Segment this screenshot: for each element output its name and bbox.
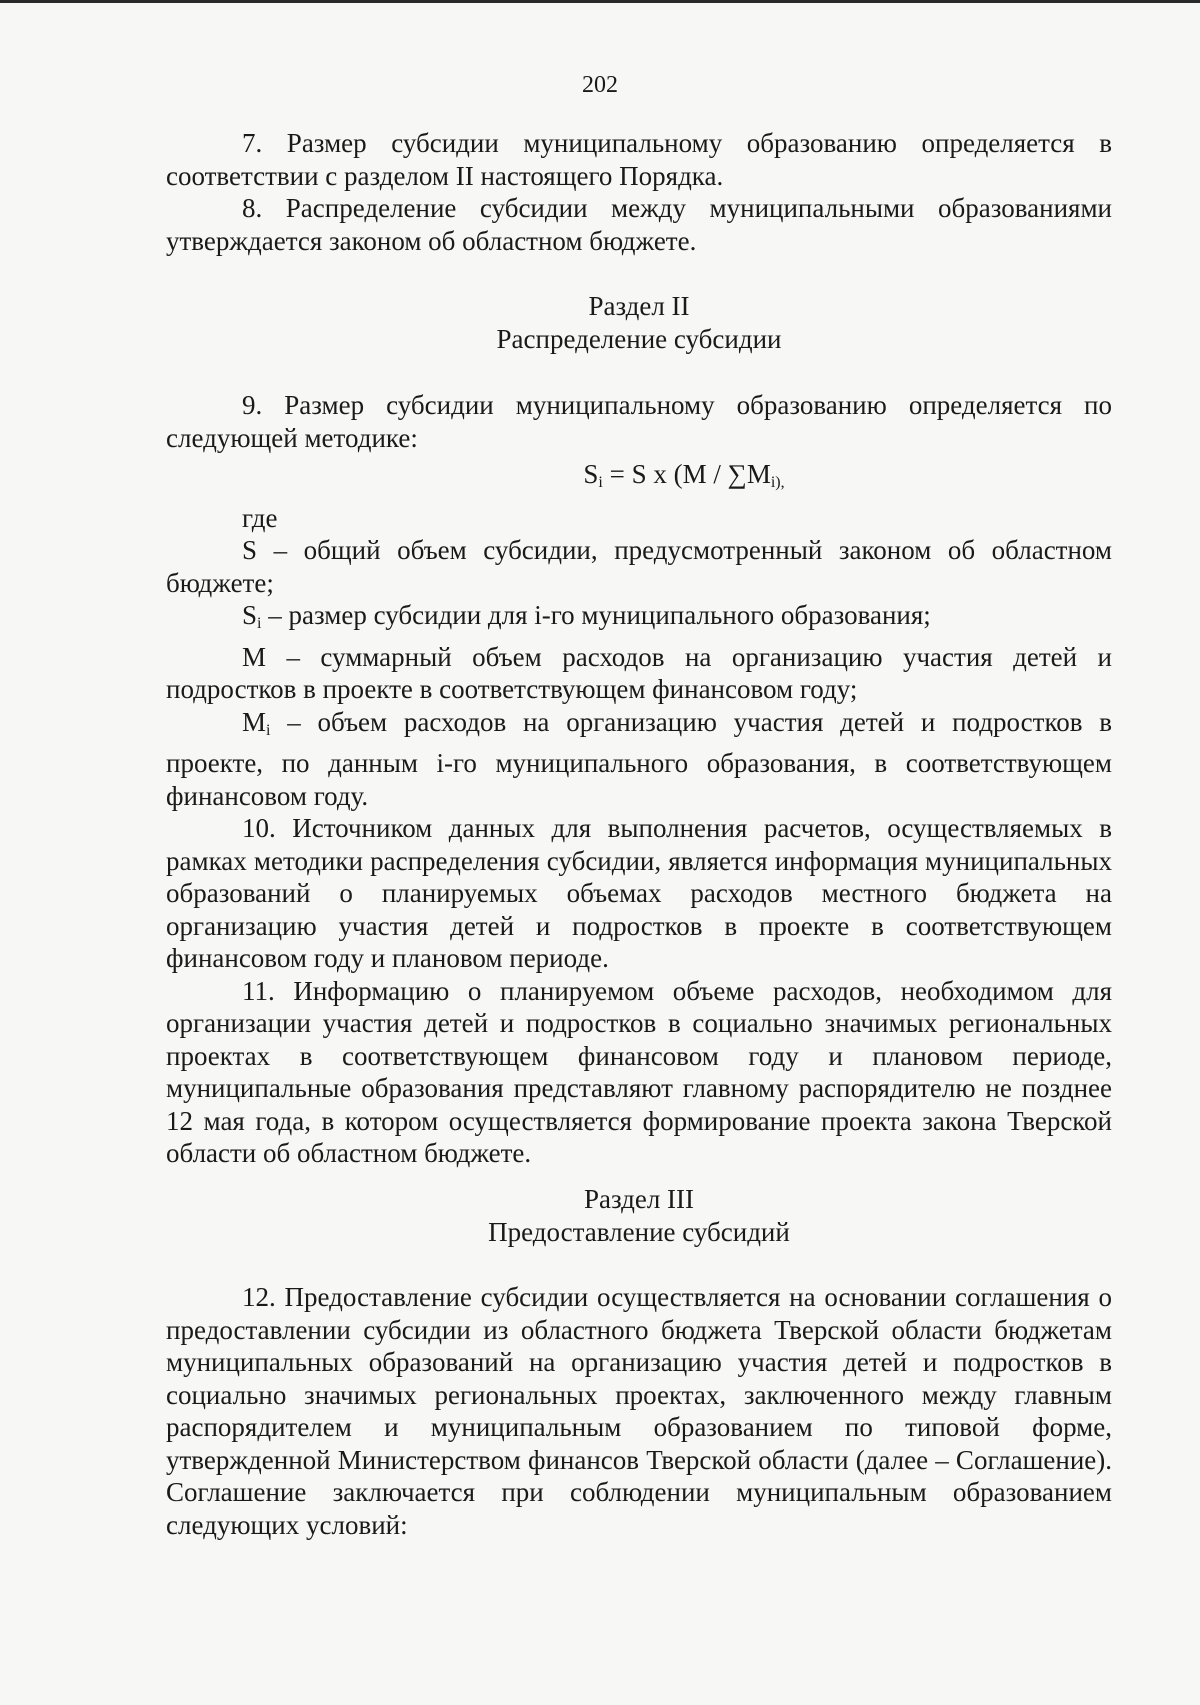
definition-si xyxy=(166,599,1112,641)
clause-7: 7. Размер субсидии муниципальному образованию определяется в соответствии с разделом II настоящего Порядка. xyxy=(166,128,1112,191)
definition-s: S – общий объем субсидии, предусмотренный законом об областном бюджете; xyxy=(166,535,1112,598)
clause-8: 8. Распределение субсидии между муниципальными образованиями утверждается законом об областном бюджете. xyxy=(166,193,1112,256)
section-2-heading xyxy=(166,290,1112,355)
definition-mi-sub: i xyxy=(266,721,271,739)
formula-lhs: S xyxy=(583,459,599,489)
formula-lhs-sub: i xyxy=(598,474,603,491)
section-3-title: Предоставление субсидий xyxy=(488,1216,790,1247)
definition-si-text: – размер субсидии для i-го муниципального образования; xyxy=(261,600,931,630)
clause-11: 11. Информацию о планируемом объеме расходов, необходимом для организации участия детей и подростков в социально значимых региональных проектах в соответствующем финансовом году и плановом периоде, муниципальные образования представляют главному распорядителю не позднее 12 мая года, в котором осуществляется формирование проекта закона Тверской области об областном бюджете. xyxy=(166,975,1112,1168)
formula xyxy=(166,458,1112,500)
clause-9: 9. Размер субсидии муниципальному образованию определяется по следующей методике: xyxy=(166,390,1112,453)
clause-10: 10. Источником данных для выполнения расчетов, осуществляемых в рамках методики распределения субсидии, является информация муниципальных образований о планируемых объемах расходов местного бюджета на организацию участия детей и подростков в проекте в соответствующем финансовом году и плановом периоде. xyxy=(166,813,1112,973)
formula-rhs-sub: i), xyxy=(770,474,785,491)
section-3-heading xyxy=(166,1183,1112,1248)
definition-mi-symbol: M xyxy=(242,706,267,737)
definition-mi xyxy=(166,706,1112,813)
formula-rhs: = S x (M / ∑M xyxy=(602,459,771,489)
clause-12: 12. Предоставление субсидии осуществляется на основании соглашения о предоставлении субсидии из областного бюджета Тверской области бюджетам муниципальных образований на организацию участия детей и подростков в социально значимых региональных проектах, заключенного между главным распорядителем и муниципальным образованием по типовой форме, утвержденной Министерством финансов Тверской области (далее – Соглашение). Соглашение заключается при соблюдении муниципальным образованием следующих условий: xyxy=(166,1282,1112,1540)
clause-12-block xyxy=(166,1281,1112,1541)
page-number: 202 xyxy=(582,72,618,98)
clause-9-block xyxy=(166,389,1112,1170)
definition-si-symbol: S xyxy=(242,600,258,630)
clauses-7-8 xyxy=(166,127,1112,257)
definition-m: M – суммарный объем расходов на организацию участия детей и подростков в проекте в соответствующем финансовом году; xyxy=(166,641,1112,704)
definition-si-sub: i xyxy=(257,615,262,632)
section-2-title: Распределение субсидии xyxy=(496,323,782,354)
section-2-label: Раздел II xyxy=(588,291,690,321)
definition-mi-text: – объем расходов на организацию участия детей и подростков в проекте, по данным i-го муниципального образования, в соответствующем финансовом году. xyxy=(166,706,1112,811)
where-label: где xyxy=(242,502,278,533)
section-3-label: Раздел III xyxy=(583,1184,695,1214)
